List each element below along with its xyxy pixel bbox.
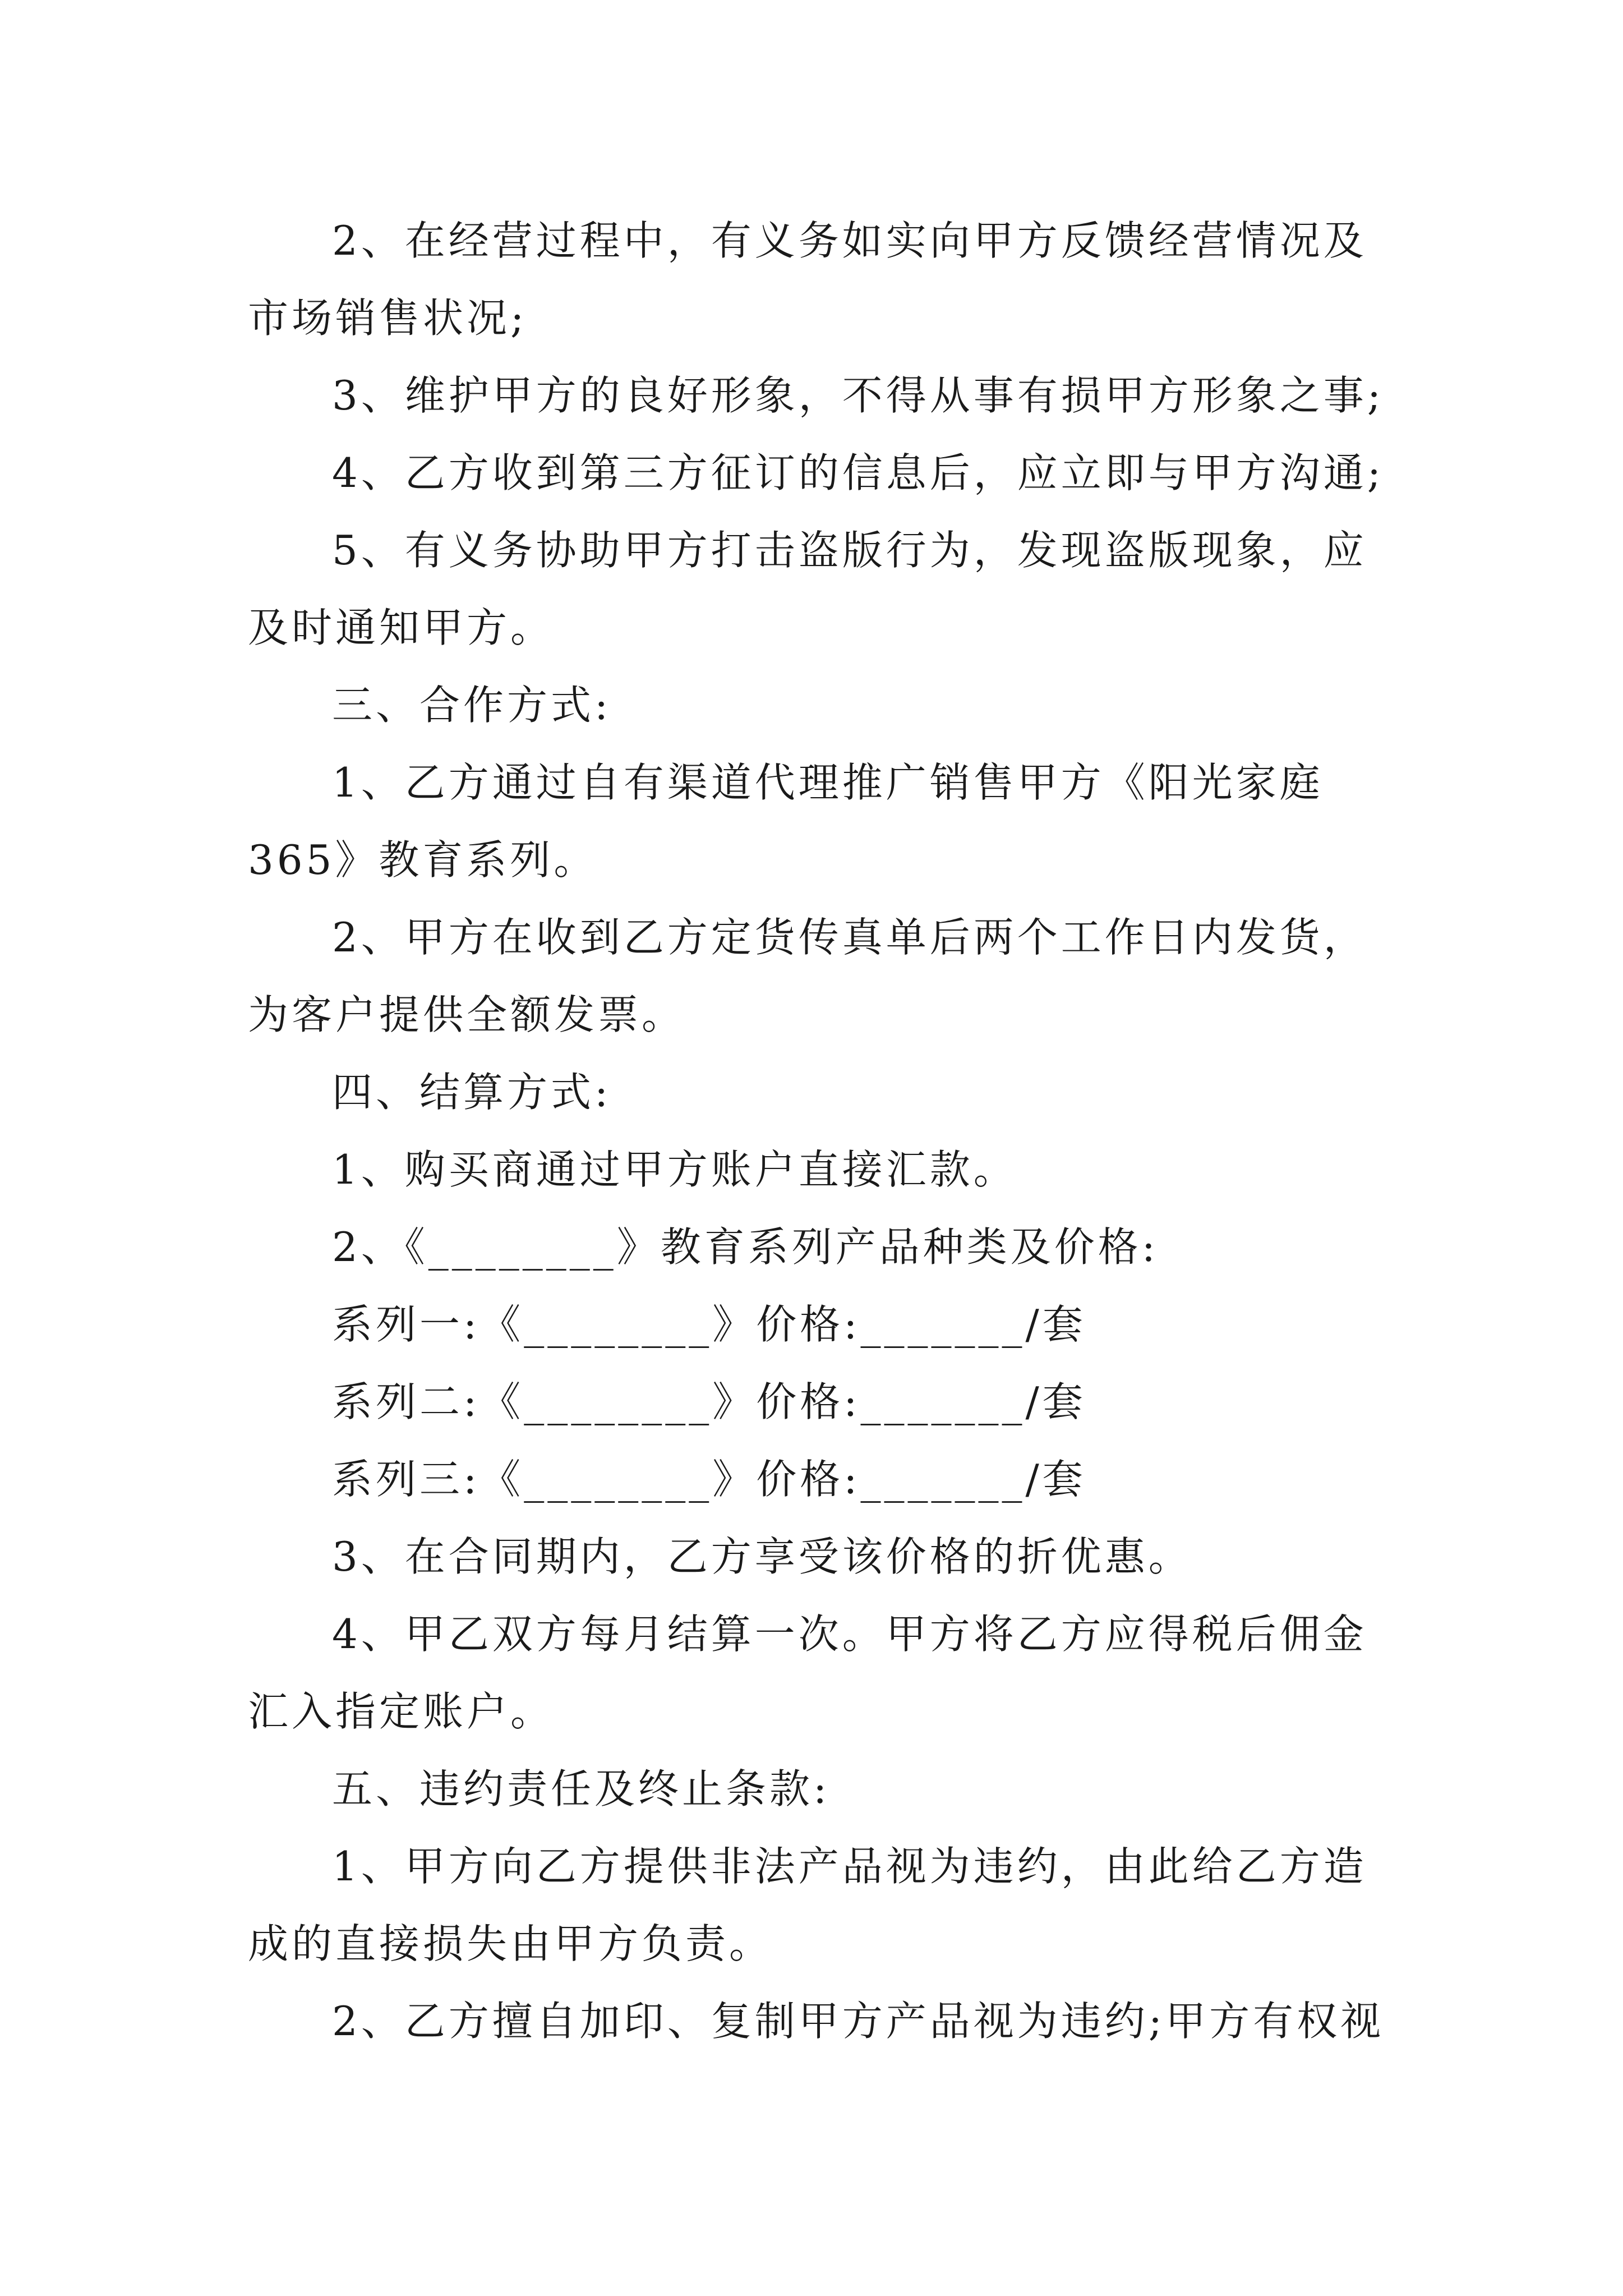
text-line: 市场销售状况; bbox=[248, 295, 528, 342]
document-body bbox=[248, 202, 1386, 2060]
section-heading: 三、合作方式: bbox=[332, 682, 612, 729]
text-line: 365》教育系列。 bbox=[248, 836, 598, 884]
section-heading: 五、违约责任及终止条款: bbox=[332, 1765, 831, 1812]
text-line: 2、甲方在收到乙方定货传真单后两个工作日内发货， bbox=[332, 914, 1367, 961]
text-line: 2、乙方擅自加印、复制甲方产品视为违约;甲方有权视 bbox=[332, 1998, 1385, 2045]
text-line: 2、在经营过程中，有义务如实向甲方反馈经营情况及 bbox=[332, 217, 1367, 264]
text-line: 1、乙方通过自有渠道代理推广销售甲方《阳光家庭 bbox=[332, 759, 1324, 806]
text-line: 4、甲乙双方每月结算一次。甲方将乙方应得税后佣金 bbox=[332, 1611, 1367, 1658]
text-line: 5、有义务协助甲方打击盗版行为，发现盗版现象，应 bbox=[332, 527, 1367, 574]
price-line: 系列一:《________》价格:_______/套 bbox=[332, 1301, 1086, 1348]
text-line: 3、维护甲方的良好形象，不得从事有损甲方形象之事; bbox=[332, 372, 1385, 419]
text-line: 成的直接损失由甲方负责。 bbox=[248, 1920, 773, 1967]
text-line: 1、购买商通过甲方账户直接汇款。 bbox=[332, 1146, 1017, 1193]
text-line: 及时通知甲方。 bbox=[248, 604, 555, 651]
text-line: 为客户提供全额发票。 bbox=[248, 991, 686, 1038]
text-line: 3、在合同期内，乙方享受该价格的折优惠。 bbox=[332, 1533, 1192, 1580]
price-line: 系列三:《________》价格:_______/套 bbox=[332, 1456, 1086, 1503]
section-heading: 四、结算方式: bbox=[332, 1069, 612, 1116]
text-line: 4、乙方收到第三方征订的信息后，应立即与甲方沟通; bbox=[332, 449, 1385, 496]
price-line: 系列二:《________》价格:_______/套 bbox=[332, 1378, 1086, 1425]
text-line: 2、《________》教育系列产品种类及价格: bbox=[332, 1223, 1159, 1271]
text-line: 汇入指定账户。 bbox=[248, 1688, 555, 1735]
text-line: 1、甲方向乙方提供非法产品视为违约，由此给乙方造 bbox=[332, 1843, 1367, 1890]
